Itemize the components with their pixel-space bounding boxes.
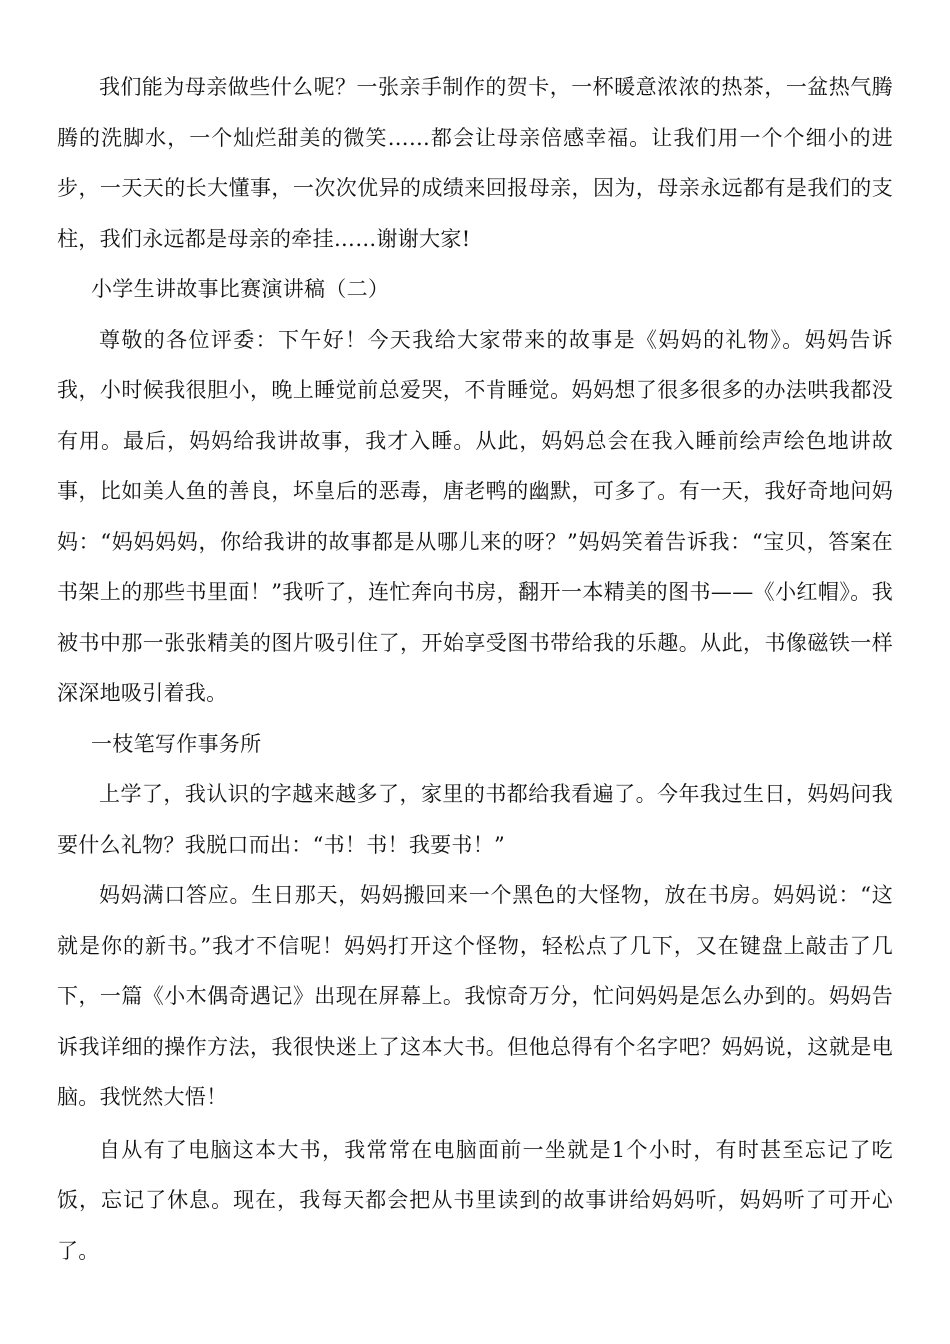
paragraph-mother-closing: 我们能为母亲做些什么呢？一张亲手制作的贺卡，一杯暖意浓浓的热茶，一盆热气腾腾的洗脚水，一个灿烂甜美的微笑……都会让母亲倍感幸福。让我们用一个个细小的进步，一天天的长大懂事，一次次优异的成绩来回报母亲，因为，母亲永远都有是我们的支柱，我们永远都是母亲的牵挂……谢谢大家! bbox=[57, 75, 893, 251]
paragraph-reading-habit: 自从有了电脑这本大书，我常常在电脑面前一坐就是1个小时，有时甚至忘记了吃饭，忘记了休息。现在，我每天都会把从书里读到的故事讲给妈妈听，妈妈听了可开心了。 bbox=[57, 1137, 893, 1263]
heading-writing-studio: 一枝笔写作事务所 bbox=[91, 731, 262, 756]
paragraph-mothers-gift: 尊敬的各位评委：下午好！今天我给大家带来的故事是《妈妈的礼物》。妈妈告诉我，小时候我很胆小，晚上睡觉前总爱哭，不肯睡觉。妈妈想了很多很多的办法哄我都没有用。最后，妈妈给我讲故事，我才入睡。从此，妈妈总会在我入睡前绘声绘色地讲故事，比如美人鱼的善良，坏皇后的恶毒，唐老鸭的幽默，可多了。有一天，我好奇地问妈妈：“妈妈妈妈，你给我讲的故事都是从哪儿来的呀？”妈妈笑着告诉我：“宝贝，答案在书架上的那些书里面！”我听了，连忙奔向书房，翻开一本精美的图书——《小红帽》。我被书中那一张张精美的图片吸引住了，开始享受图书带给我的乐趣。从此，书像磁铁一样深深地吸引着我。 bbox=[57, 327, 893, 705]
paragraph-birthday-wish: 上学了，我认识的字越来越多了，家里的书都给我看遍了。今年我过生日，妈妈问我要什么礼物？我脱口而出：“书！书！我要书！” bbox=[57, 782, 893, 857]
paragraph-computer-gift: 妈妈满口答应。生日那天，妈妈搬回来一个黑色的大怪物，放在书房。妈妈说：“这就是你的新书。”我才不信呢！妈妈打开这个怪物，轻松点了几下，又在键盘上敲击了几下，一篇《小木偶奇遇记》出现在屏幕上。我惊奇万分，忙问妈妈是怎么办到的。妈妈告诉我详细的操作方法，我很快迷上了这本大书。但他总得有个名字吧？妈妈说，这就是电脑。我恍然大悟！ bbox=[57, 883, 893, 1109]
text-column bbox=[57, 62, 893, 1276]
heading-speech-title: 小学生讲故事比赛演讲稿（二） bbox=[91, 277, 390, 301]
